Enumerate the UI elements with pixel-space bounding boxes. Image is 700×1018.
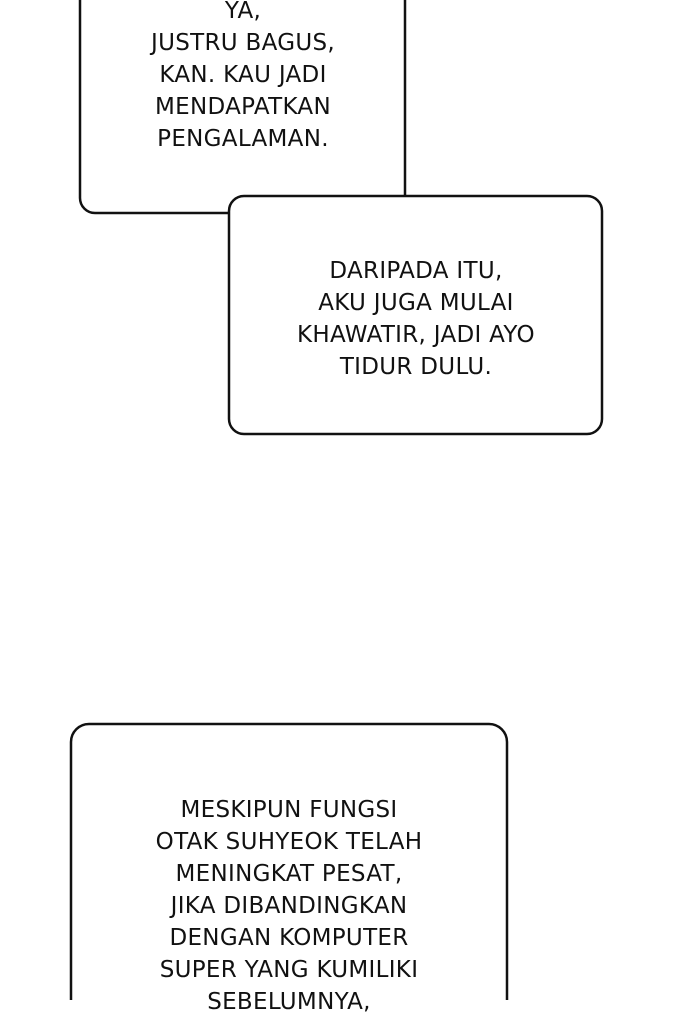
bubble-2-text [232,255,600,383]
bubble-2-line: TIDUR DULU. [339,354,493,380]
bubble-3-line: MENINGKAT PESAT, [175,861,403,887]
bubble-1-line: KAN. KAU JADI [159,62,327,88]
bubble-3-line: MESKIPUN FUNGSI [180,797,398,823]
bubble-1-line: PENGALAMAN. [157,126,329,152]
bubble-3-line: DENGAN KOMPUTER [169,925,409,951]
bubble-2-line: KHAWATIR, JADI AYO [297,322,535,348]
bubble-1-line: MENDAPATKAN [155,94,331,120]
bubble-2-line: DARIPADA ITU, [329,258,503,284]
bubble-3-line: SEBELUMNYA, [207,989,371,1015]
bubble-3-line: OTAK SUHYEOK TELAH [155,829,423,855]
bubble-3-text [73,794,505,1018]
bubble-3-line: SUPER YANG KUMILIKI [159,957,419,983]
bubble-3-line: JIKA DIBANDINGKAN [170,893,408,919]
bubble-2-line: AKU JUGA MULAI [318,290,514,316]
bubble-1-line: JUSTRU BAGUS, [151,30,335,56]
bubble-1-text [83,0,403,155]
bubble-1-line: YA, [224,0,262,24]
